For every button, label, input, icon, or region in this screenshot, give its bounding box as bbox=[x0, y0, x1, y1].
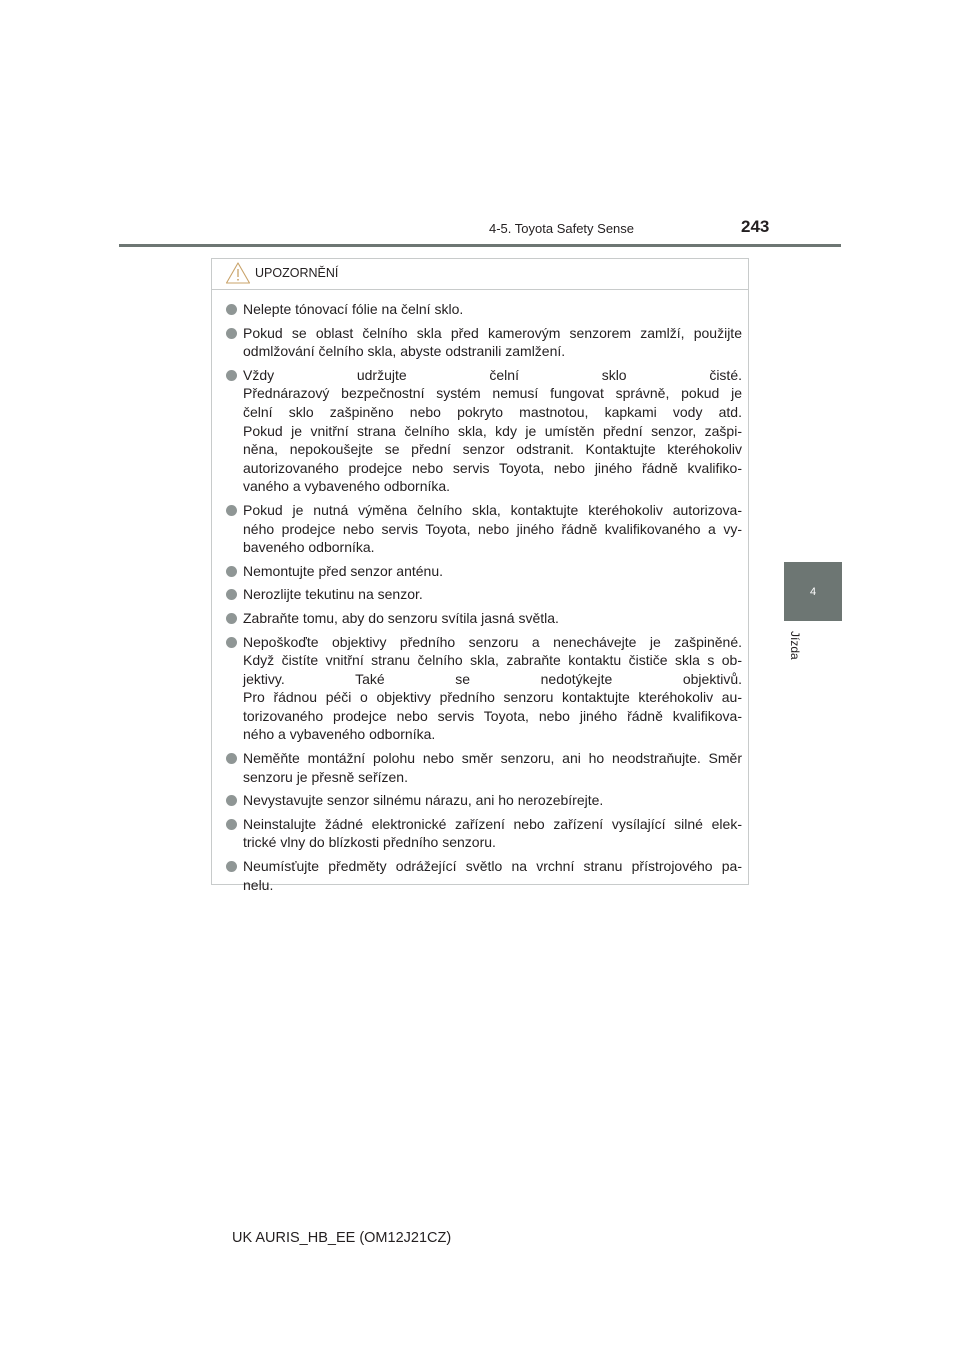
warning-item-line: Pokud se oblast čelního skla před kamerovým senzorem zamlží, použijte bbox=[243, 324, 742, 341]
chapter-tab-label-wrap bbox=[780, 631, 802, 671]
warning-item-line: senzoru je přesně seřízen. bbox=[243, 768, 408, 785]
bullet-icon bbox=[226, 505, 237, 516]
bullet-icon bbox=[226, 795, 237, 806]
chapter-tab-label: Jízda bbox=[788, 631, 802, 660]
bullet-icon bbox=[226, 370, 237, 381]
warning-item-line: odmlžování čelního skla, abyste odstranili zamlžení. bbox=[243, 343, 566, 360]
warning-list-item bbox=[224, 300, 742, 319]
bullet-icon bbox=[226, 819, 237, 830]
warning-item-line: jektivy. Také se nedotýkejte objektivů. bbox=[243, 670, 742, 687]
page-number: 243 bbox=[741, 217, 770, 236]
warning-list-item bbox=[224, 749, 742, 786]
warning-list-item bbox=[224, 609, 742, 628]
warning-item-line: autorizovaného prodejce nebo servis Toyota, nebo jiného řádně kvalifiko- bbox=[243, 459, 742, 476]
warning-list-item bbox=[224, 857, 742, 894]
bullet-icon bbox=[226, 589, 237, 600]
warning-item-line: Pokud je vnitřní strana čelního skla, kdy je umístěn přední senzor, zašpi- bbox=[243, 422, 742, 439]
bullet-icon bbox=[226, 613, 237, 624]
footer-document-code: UK AURIS_HB_EE (OM12J21CZ) bbox=[232, 1230, 452, 1246]
warning-list-item bbox=[224, 562, 742, 581]
bullet-icon bbox=[226, 861, 237, 872]
warning-item-line: Nevystavujte senzor silnému nárazu, ani ho nerozebírejte. bbox=[243, 792, 604, 809]
warning-list-item bbox=[224, 633, 742, 745]
bullet-icon bbox=[226, 566, 237, 577]
header-divider bbox=[119, 244, 841, 247]
bullet-icon bbox=[226, 328, 237, 339]
header-section-title: 4-5. Toyota Safety Sense bbox=[489, 221, 635, 236]
warning-item-line: nelu. bbox=[243, 876, 274, 893]
warning-item-line: Nepoškoďte objektivy předního senzoru a nenechávejte je zašpiněné. bbox=[243, 633, 742, 650]
warning-title: UPOZORNĚNÍ bbox=[255, 266, 339, 280]
warning-item-line: Přednárazový bezpečnostní systém nemusí fungovat správně, pokud je bbox=[243, 385, 742, 402]
warning-item-line: Když čistíte vnitřní stranu čelního skla, zabraňte kontaktu čističe skla s ob- bbox=[243, 652, 742, 669]
warning-item-line: baveného odborníka. bbox=[243, 539, 375, 556]
warning-list bbox=[212, 290, 748, 894]
chapter-tab-number: 4 bbox=[809, 585, 817, 598]
warning-item-line: čelní sklo zašpiněno nebo pokryto mastnotou, kapkami vody atd. bbox=[243, 403, 742, 420]
warning-item-line: něna, nepokoušejte se přední senzor odstranit. Kontaktujte kteréhokoliv bbox=[243, 441, 742, 458]
warning-list-item bbox=[224, 815, 742, 852]
warning-item-line: Pokud je nutná výměna čelního skla, kontaktujte kteréhokoliv autorizova- bbox=[243, 501, 742, 518]
warning-item-line: Neinstalujte žádné elektronické zařízení nebo zařízení vysílající silné elek- bbox=[243, 815, 742, 832]
warning-box bbox=[211, 258, 749, 893]
warning-item-line: Zabraňte tomu, aby do senzoru svítila jasná světla. bbox=[243, 609, 559, 626]
warning-triangle-icon bbox=[225, 261, 251, 285]
warning-item-line: Vždy udržujte čelní sklo čisté. bbox=[243, 366, 742, 383]
warning-header bbox=[212, 259, 748, 290]
warning-list-item bbox=[224, 501, 742, 557]
warning-item-line: Pro řádnou péči o objektivy předního senzoru kontaktujte kteréhokoliv au- bbox=[243, 689, 742, 706]
warning-item-line: Nemontujte před senzor anténu. bbox=[243, 562, 444, 579]
warning-item-line: Nerozlijte tekutinu na senzor. bbox=[243, 586, 423, 603]
warning-item-line: trické vlny do blízkosti předního senzoru. bbox=[243, 834, 496, 851]
warning-item-line: ného prodejce nebo servis Toyota, nebo jiného řádně kvalifikovaného a vy- bbox=[243, 520, 742, 537]
warning-item-line: Neumísťujte předměty odrážející světlo na vrchní stranu přístrojového pa- bbox=[243, 858, 742, 875]
chapter-tab bbox=[784, 562, 842, 621]
warning-item-line: Nelepte tónovací fólie na čelní sklo. bbox=[243, 301, 464, 317]
warning-list-item bbox=[224, 324, 742, 361]
warning-list-item bbox=[224, 585, 742, 604]
warning-list-item bbox=[224, 791, 742, 810]
warning-list-item bbox=[224, 366, 742, 496]
warning-item-line: torizovaného prodejce nebo servis Toyota, nebo jiného řádně kvalifikova- bbox=[243, 707, 742, 724]
bullet-icon bbox=[226, 304, 237, 315]
bullet-icon bbox=[226, 753, 237, 764]
warning-item-line: vaného a vybaveného odborníka. bbox=[243, 478, 451, 495]
warning-item-line: ného a vybaveného odborníka. bbox=[243, 726, 436, 743]
warning-item-line: Neměňte montážní polohu nebo směr senzoru, ani ho neodstraňujte. Směr bbox=[243, 750, 742, 767]
bullet-icon bbox=[226, 637, 237, 648]
